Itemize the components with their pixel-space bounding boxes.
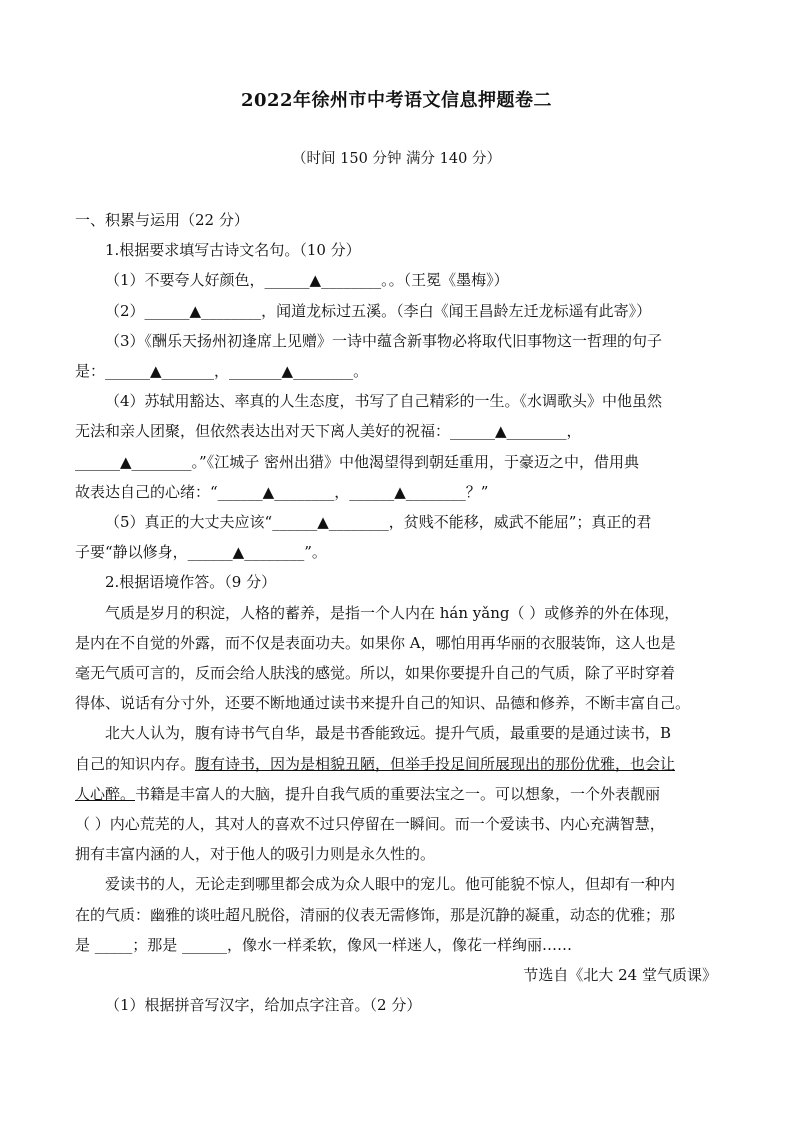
question-1-item-4-cont-2: ______▲________。”《江城子 密州出猎》中他渴望得到朝廷重用，于豪迈之中，借用典	[75, 452, 639, 471]
question-1-item-4-cont-3: 故表达自己的心绪：“______▲________，______▲________？”	[75, 482, 489, 501]
question-2-heading: 2.根据语境作答。（9 分）	[105, 573, 277, 592]
passage-source: 节选自《北大 24 堂气质课》	[523, 966, 717, 985]
passage-p2-line-1: 北大人认为，腹有诗书气自华，最是书香能致远。提升气质，最重要的是通过读书，B	[105, 724, 672, 743]
question-1-item-3-cont: 是：______▲_______，_______▲________。	[75, 362, 369, 381]
passage-p3-line-2: 在的气质：幽雅的谈吐超凡脱俗，清丽的仪表无需修饰，那是沉静的凝重，动态的优雅；那	[75, 905, 676, 924]
question-1-item-3: （3）《酬乐天扬州初逢席上见赠》一诗中蕴含新事物必将取代旧事物这一哲理的句子	[105, 331, 663, 350]
question-1-heading: 1.根据要求填写古诗文名句。（10 分）	[105, 241, 361, 260]
question-1-item-4: （4）苏轼用豁达、率真的人生态度，书写了自己精彩的一生。《水调歌头》中他虽然	[105, 392, 663, 411]
question-1-item-5: （5）真正的大丈夫应该“______▲________，贫贱不能移，威武不能屈”；真正的君	[105, 513, 652, 532]
question-1-item-1: （1）不要夸人好颜色，______▲________。。（王冕《墨梅》）	[105, 271, 509, 290]
section-heading: 一、积累与运用（22 分）	[75, 211, 249, 229]
underlined-sentence: 腹有诗书，因为是相貌丑陋，但举手投足间所展现出的那份优雅，也会让	[195, 754, 676, 773]
passage-p2-line-3	[75, 779, 723, 809]
exam-title: 2022年徐州市中考语文信息押题卷二	[240, 90, 553, 111]
passage-p2-line-2	[75, 749, 723, 779]
passage-p1-line-2: 是内在不自觉的外露，而不仅是表面功夫。如果你 A，哪怕用再华丽的衣服装饰，这人也是	[75, 633, 676, 652]
passage-p1-line-4: 得体、说话有分寸外，还要不断地通过读书来提升自己的知识、品德和修养，不断丰富自己。	[75, 694, 691, 713]
passage-text: 书籍是丰富人的大脑，提升自我气质的重要法宝之一。可以想象，一个外表靓丽	[135, 784, 661, 803]
underlined-sentence-end: 人心醉。	[75, 784, 136, 803]
question-1-item-2: （2）______▲________，闻道龙标过五溪。（李白《闻王昌龄左迁龙标遥有此寄》）	[105, 301, 652, 320]
question-1-item-4-cont-1: 无法和亲人团聚，但依然表达出对天下离人美好的祝福：______▲________，	[75, 422, 582, 441]
passage-text: 自己的知识内存。	[75, 754, 196, 773]
passage-p1-line-1: 气质是岁月的积淀，人格的蓄养，是指一个人内在 hán yǎng（ ）或修养的外在体现，	[105, 603, 680, 622]
question-1-item-5-cont: 子要“静以修身，______▲________”。	[75, 543, 327, 562]
passage-p2-line-4: （ ）内心荒芜的人，其对人的喜欢不过只停留在一瞬间。而一个爱读书、内心充满智慧，	[75, 815, 665, 834]
passage-p3-line-1: 爱读书的人，无论走到哪里都会成为众人眼中的宠儿。他可能貌不惊人，但却有一种内	[105, 875, 676, 894]
question-2-sub-1: （1）根据拼音写汉字，给加点字注音。（2 分）	[105, 996, 422, 1015]
exam-subtitle: （时间 150 分钟 满分 140 分）	[292, 151, 501, 167]
passage-p3-line-3: 是 _____；那是 ______，像水一样柔软，像风一样迷人，像花一样绚丽……	[75, 935, 573, 954]
passage-p2-line-5: 拥有丰富内涵的人，对于他人的吸引力则是永久性的。	[75, 845, 436, 864]
passage-p1-line-3: 毫无气质可言的，反而会给人肤浅的感觉。所以，如果你要提升自己的气质，除了平时穿着	[75, 664, 676, 683]
exam-body	[75, 205, 723, 1020]
